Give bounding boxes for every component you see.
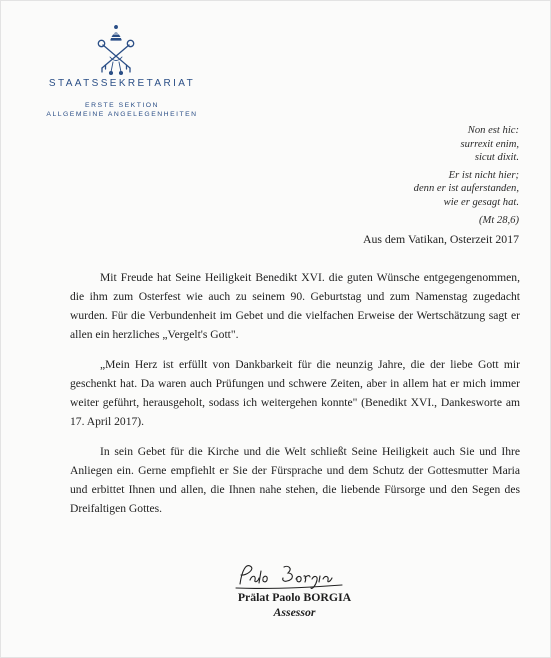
epigraph-latin-line: sicut dixit. <box>474 152 519 164</box>
place-date: Aus dem Vatikan, Osterzeit 2017 <box>362 232 519 246</box>
epigraph-latin <box>299 124 519 165</box>
epigraph-reference: (Mt 28,6) <box>478 214 519 226</box>
section-line-2: ALLGEMEINE ANGELEGENHEITEN <box>46 111 198 118</box>
epigraph-german <box>299 169 519 210</box>
body-paragraph: In sein Gebet für die Kirche und die Welt schließt Seine Heiligkeit auch Sie und Ihre Anliegen ein. Gerne empfiehlt er Sie der Fürsprache und dem Schutz der Gottesmutter Maria und erbittet Ihnen und allen, die Ihnen nahe stehen, die liebende Fürsorge und den Segen des Dreifaltigen Gottes. <box>70 445 520 515</box>
signer-name: Prälat Paolo BORGIA <box>237 590 352 604</box>
signer-role: Assessor <box>273 605 316 619</box>
epigraph <box>299 124 519 231</box>
epigraph-german-line: wie er gesagt hat. <box>443 196 519 208</box>
papal-keys-coat-of-arms-icon <box>92 24 140 76</box>
epigraph-german-line: Er ist nicht hier; <box>448 169 519 181</box>
section-line-1: ERSTE SEKTION <box>85 102 159 109</box>
epigraph-latin-line: Non est hic: <box>467 125 519 136</box>
handwritten-signature <box>232 558 347 594</box>
epigraph-german-line: denn er ist auferstanden, <box>413 183 519 195</box>
epigraph-latin-line: surrexit enim, <box>460 138 519 150</box>
organization-name: STAATSSEKRETARIAT <box>48 78 196 89</box>
body-paragraph: Mit Freude hat Seine Heiligkeit Benedikt XVI. die guten Wünsche entgegengenommen, die ihm zum Osterfest wie auch zu seinem 90. Geburtstag und zum Namenstag zugedacht wurden. Für die Verbundenheit im Gebet und die vielfachen Erweise der Wertschätzung sagt er allen ein herzliches „Vergelt's Gott". <box>70 271 520 341</box>
body-paragraph: „Mein Herz ist erfüllt von Dankbarkeit für die neunzig Jahre, die der liebe Gott mir geschenkt hat. Da waren auch Prüfungen und schwere Zeiten, aber in allem hat er mich immer weiter geführt, herausgeholt, sodass ich weitergehen konnte" (Benedikt XVI., Dankesworte am 17. April 2017). <box>70 358 520 428</box>
